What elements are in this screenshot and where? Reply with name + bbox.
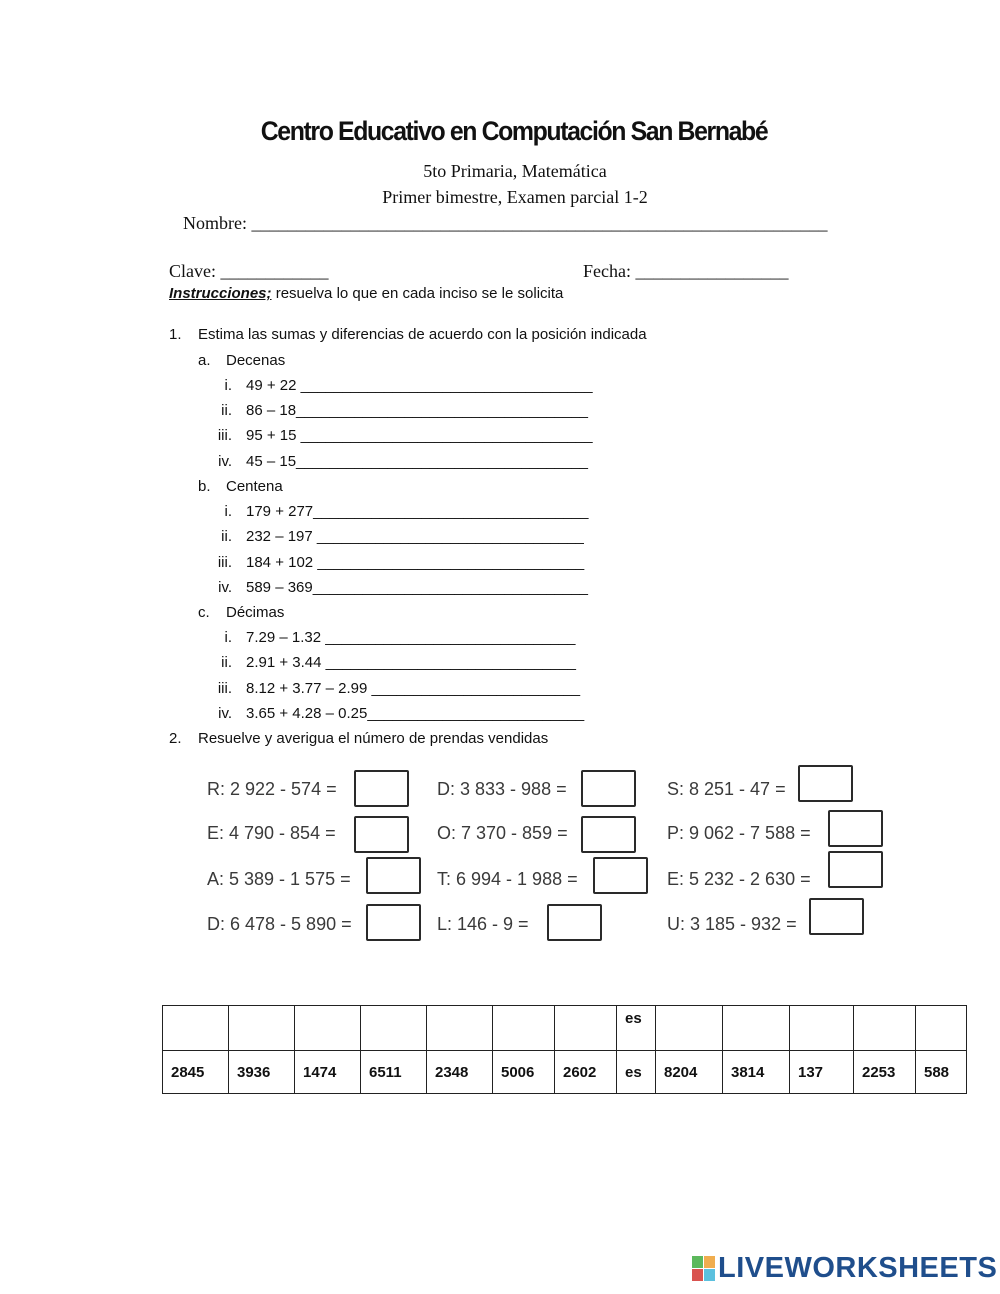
item-roman: iv. (218, 453, 232, 470)
letter-cell[interactable] (790, 1006, 854, 1051)
item-roman: ii. (221, 654, 232, 671)
number-cell: 8204 (656, 1051, 723, 1094)
answer-line[interactable]: 232 – 197 ________________________________ (246, 528, 584, 545)
item-roman: i. (224, 629, 232, 646)
number-cell: 3814 (723, 1051, 790, 1094)
item-roman: iii. (217, 554, 232, 571)
exercise: E: 5 232 - 2 630 = (667, 869, 811, 889)
name-field[interactable]: Nombre: ________________________________________________________________ (183, 213, 828, 233)
answer-line[interactable]: 2.91 + 3.44 ______________________________ (246, 654, 576, 671)
number-cell: 1474 (295, 1051, 361, 1094)
item-roman: ii. (221, 402, 232, 419)
school-title: Centro Educativo en Computación San Bernabé (260, 116, 768, 146)
item-roman: iii. (217, 427, 232, 444)
section-letter: b. (198, 478, 211, 495)
number-cell: 137 (790, 1051, 854, 1094)
answer-line[interactable]: 7.29 – 1.32 ______________________________ (246, 629, 576, 646)
letter-cell[interactable] (229, 1006, 295, 1051)
item-roman: iv. (218, 579, 232, 596)
letter-cell[interactable] (493, 1006, 555, 1051)
q1-text: Estima las sumas y diferencias de acuerdo con la posición indicada (198, 326, 647, 343)
section-title: Décimas (226, 604, 285, 621)
item-roman: i. (224, 377, 232, 394)
liveworksheets-brand[interactable]: LIVEWORKSHEETS (718, 1252, 998, 1284)
number-cell: 2253 (854, 1051, 916, 1094)
exercise: R: 2 922 - 574 = (207, 779, 337, 799)
letter-cell[interactable] (555, 1006, 617, 1051)
exercise: P: 9 062 - 7 588 = (667, 823, 811, 843)
letter-cell[interactable] (854, 1006, 916, 1051)
answer-box[interactable] (581, 770, 636, 807)
number-cell: 588 (916, 1051, 967, 1094)
answer-line[interactable]: 184 + 102 ________________________________ (246, 554, 585, 571)
item-roman: iii. (217, 680, 232, 697)
answer-box[interactable] (828, 810, 883, 847)
answer-box[interactable] (354, 816, 409, 853)
number-cell: 5006 (493, 1051, 555, 1094)
answer-box[interactable] (828, 851, 883, 888)
answer-box[interactable] (547, 904, 602, 941)
section-letter: a. (198, 352, 211, 369)
number-cell: 2845 (163, 1051, 229, 1094)
grade-subject: 5to Primaria, Matemática (423, 161, 607, 181)
letter-cell[interactable] (163, 1006, 229, 1051)
q1-number: 1. (169, 326, 182, 343)
answer-line[interactable]: 3.65 + 4.28 – 0.25__________________________ (246, 705, 585, 722)
q2-number: 2. (169, 730, 182, 747)
item-roman: iv. (218, 705, 232, 722)
instructions-text: resuelva lo que en cada inciso se le solicita (271, 285, 564, 302)
exercise: D: 3 833 - 988 = (437, 779, 567, 799)
exercise: U: 3 185 - 932 = (667, 914, 797, 934)
instructions-label: Instrucciones; (169, 285, 272, 302)
number-cell: 2602 (555, 1051, 617, 1094)
answer-box[interactable] (581, 816, 636, 853)
answer-box[interactable] (366, 904, 421, 941)
answer-line[interactable]: 45 – 15___________________________________ (246, 453, 589, 470)
exercise: A: 5 389 - 1 575 = (207, 869, 351, 889)
es-cell: es (617, 1051, 656, 1094)
answer-line[interactable]: 86 – 18___________________________________ (246, 402, 589, 419)
answer-box[interactable] (593, 857, 648, 894)
number-cell: 6511 (361, 1051, 427, 1094)
section-letter: c. (198, 604, 210, 621)
letter-cell[interactable] (723, 1006, 790, 1051)
answer-table (162, 1005, 967, 1094)
q2-text: Resuelve y averigua el número de prendas vendidas (198, 730, 549, 747)
letter-cell[interactable] (361, 1006, 427, 1051)
letter-cell[interactable] (656, 1006, 723, 1051)
letter-cell[interactable] (295, 1006, 361, 1051)
exercise: O: 7 370 - 859 = (437, 823, 568, 843)
exercise: D: 6 478 - 5 890 = (207, 914, 352, 934)
number-cell: 2348 (427, 1051, 493, 1094)
answer-line[interactable]: 95 + 15 ___________________________________ (246, 427, 593, 444)
item-roman: i. (224, 503, 232, 520)
answer-box[interactable] (798, 765, 853, 802)
exercise: L: 146 - 9 = (437, 914, 529, 934)
answer-line[interactable]: 8.12 + 3.77 – 2.99 _________________________ (246, 680, 581, 697)
liveworksheets-logo-icon (692, 1256, 716, 1282)
instructions (169, 285, 563, 302)
section-title: Decenas (226, 352, 286, 369)
answer-box[interactable] (809, 898, 864, 935)
clave-field[interactable]: Clave: ____________ (169, 261, 329, 281)
exercise: T: 6 994 - 1 988 = (437, 869, 578, 889)
answer-line[interactable]: 589 – 369_________________________________ (246, 579, 589, 596)
answer-line[interactable]: 49 + 22 ___________________________________ (246, 377, 593, 394)
item-roman: ii. (221, 528, 232, 545)
letter-cell[interactable] (916, 1006, 967, 1051)
section-title: Centena (226, 478, 283, 495)
answer-box[interactable] (354, 770, 409, 807)
exam-title: Primer bimestre, Examen parcial 1-2 (382, 187, 648, 207)
exercise: S: 8 251 - 47 = (667, 779, 786, 799)
exercise: E: 4 790 - 854 = (207, 823, 336, 843)
fecha-field[interactable]: Fecha: _________________ (583, 261, 789, 281)
answer-line[interactable]: 179 + 277_________________________________ (246, 503, 589, 520)
answer-box[interactable] (366, 857, 421, 894)
es-cell: es (617, 1006, 656, 1051)
letter-cell[interactable] (427, 1006, 493, 1051)
number-cell: 3936 (229, 1051, 295, 1094)
